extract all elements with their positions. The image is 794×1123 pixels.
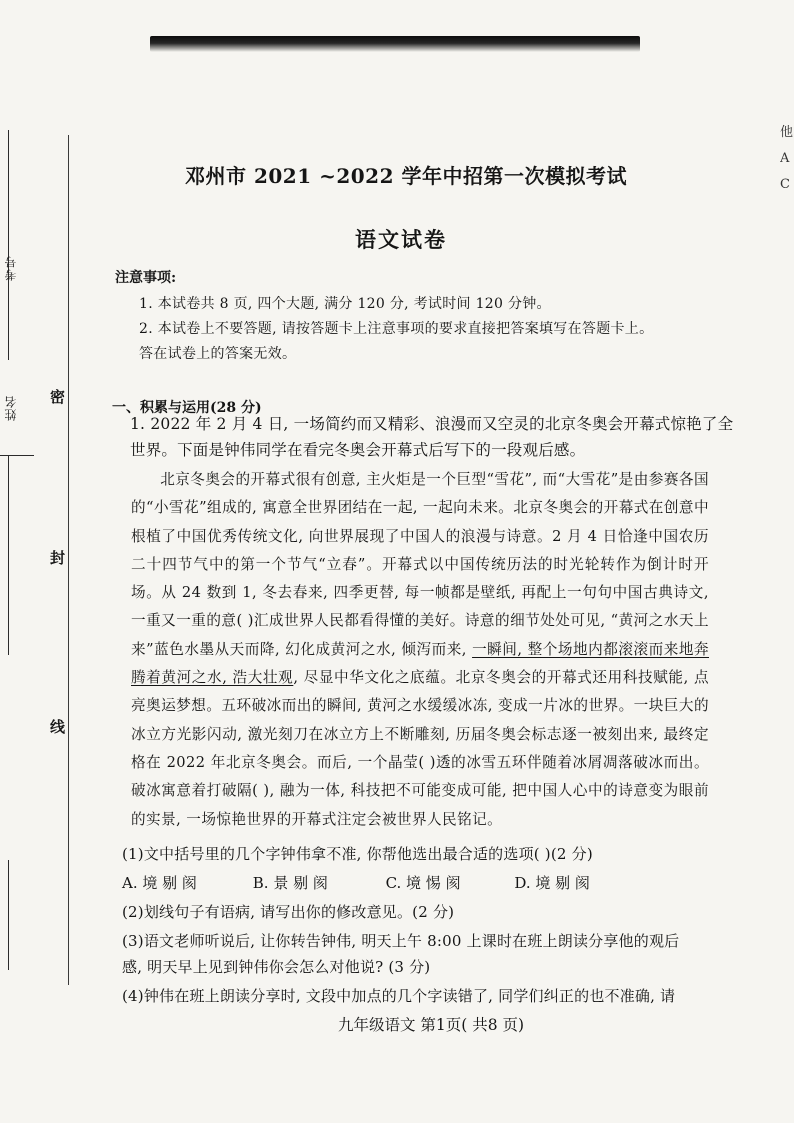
notice-item-1: 1. 本试卷共 8 页, 四个大题, 满分 120 分, 考试时间 120 分钟。	[139, 296, 551, 312]
scan-shadow	[150, 36, 640, 52]
margin-rule-bottom	[8, 860, 9, 970]
seal-char-feng: 封	[50, 549, 66, 567]
notice-item-3: 答在试卷上的答案无效。	[139, 346, 297, 362]
seal-char-mi: 密	[50, 388, 66, 406]
sub-question-3-line-1: (3)语文老师听说后, 让你转告钟伟, 明天上午 8:00 上课时在班上朗读分享他的观后	[122, 932, 680, 950]
page-footer: 九年级语文 第1页( 共8 页)	[338, 1016, 525, 1034]
seal-char-xian: 线	[50, 718, 66, 736]
paper-subtitle: 语文试卷	[355, 227, 447, 252]
sub-question-1: (1)文中括号里的几个字钟伟拿不准, 你帮他选出最合适的选项( )(2 分)	[122, 845, 593, 863]
sub-question-2: (2)划线句子有语病, 请写出你的修改意见。(2 分)	[122, 903, 455, 921]
question-1-intro-line-2: 世界。下面是钟伟同学在看完冬奥会开幕式后写下的一段观后感。	[130, 441, 586, 459]
margin-rule-top	[8, 130, 9, 360]
option-d: D. 境 剔 阂	[514, 874, 590, 892]
option-b: B. 景 剔 阂	[252, 874, 328, 892]
sub-question-4: (4)钟伟在班上朗读分享时, 文段中加点的几个字读错了, 同学们纠正的也不准确, 请	[122, 987, 676, 1005]
underlined-sentence: 一瞬间, 整个场地内都滚滚而来地奔腾着黄河之水, 浩大壮观	[131, 640, 709, 687]
margin-tick	[0, 455, 34, 456]
option-a: A. 境 剔 阂	[122, 874, 197, 892]
notice-heading: 注意事项:	[115, 270, 177, 286]
section-heading: 一、积累与运用(28 分)	[112, 400, 262, 416]
adjacent-page-edge: 他 A C	[780, 125, 794, 192]
margin-rule-mid	[8, 455, 9, 655]
sub-question-3-line-2: 感, 明天早上见到钟伟你会怎么对他说? (3 分)	[122, 958, 431, 976]
reading-passage	[131, 466, 709, 834]
exam-number-label: 考号	[4, 255, 18, 281]
passage-part-1: 北京冬奥会的开幕式很有创意, 主火炬是一个巨型“雪花”, 而“大雪花”是由参赛各国的“小雪花”组成的, 寓意全世界团结在一起, 一起向未来。北京冬奥会的开幕式在创意中根植了中国优秀传统文化, 向世界展现了中国人的浪漫与诗意。2 月 4 日恰逢中国农历二十四节气中的第一个节气“立春”。开幕式以中国传统历法的时光轮转作为倒计时开场。从 24 数到 1, 冬去春来, 四季更替, 每一帧都是壁纸, 再配上一句句中国古典诗文, 一重又一重的意( )汇成世界人民都看得懂的美好。诗意的细节处处可见, “黄河之水天上来”蓝色水墨从天而降, 幻化成黄河之水, 倾泻而来,	[131, 471, 709, 658]
binding-line	[68, 135, 69, 985]
name-label: 姓名	[4, 395, 18, 421]
exam-title: 邓州市 2021 ~2022 学年中招第一次模拟考试	[185, 164, 627, 188]
option-c: C. 境 惕 阂	[385, 874, 461, 892]
answer-options	[122, 872, 590, 893]
notice-item-2: 2. 本试卷上不要答题, 请按答题卡上注意事项的要求直接把答案填写在答题卡上。	[139, 321, 654, 337]
question-1-intro-line-1: 1. 2022 年 2 月 4 日, 一场简约而又精彩、浪漫而又空灵的北京冬奥会开幕式惊艳了全	[130, 415, 734, 433]
passage-part-2: , 尽显中华文化之底蕴。北京冬奥会的开幕式还用科技赋能, 点亮奥运梦想。五环破冰而出的瞬间, 黄河之水缓缓冰冻, 变成一片冰的世界。一块巨大的冰立方光影闪动, 激光刻刀在冰立方上不断雕刻, 历届冬奥会标志逐一被刻出来, 最终定格在 2022 年北京冬奥会。而后, 一个晶莹( )透的冰雪五环伴随着冰屑凋落破冰而出。破冰寓意着打破隔( ), 融为一体, 科技把不可能变成可能, 把中国人心中的诗意变为眼前的实景, 一场惊艳世界的开幕式注定会被世界人民铭记。	[131, 669, 709, 828]
